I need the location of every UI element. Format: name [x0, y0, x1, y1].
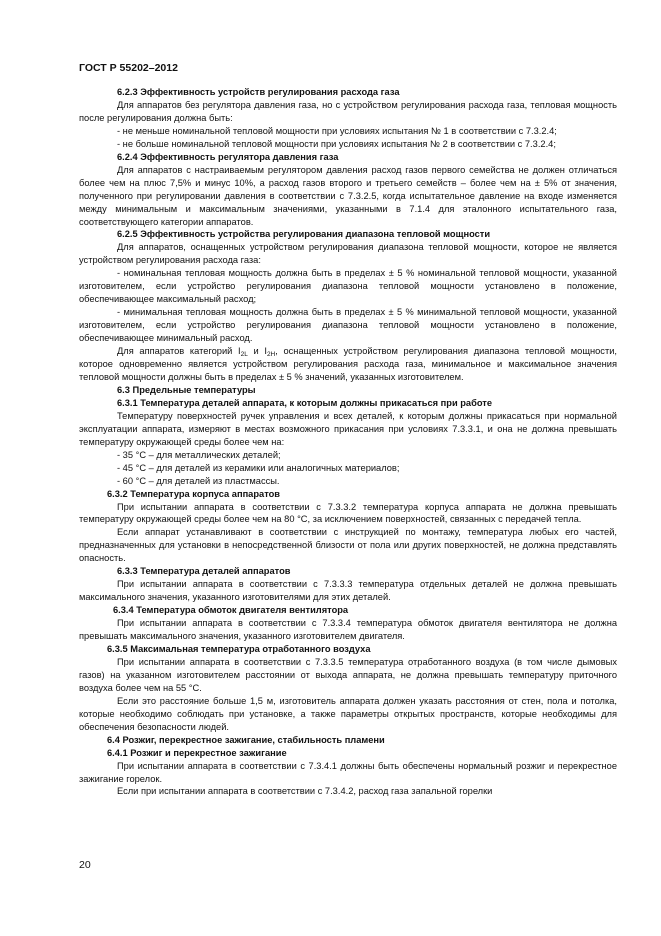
section-heading: 6.4 Розжиг, перекрестное зажигание, стабильность пламени: [107, 734, 385, 745]
paragraph: Если это расстояние больше 1,5 м, изготовитель аппарата должен указать расстояния от стен, пола и потолка, которые необходимо соблюдать при установке, а также параметры открытых пространств, которые необходимы для обеспечения безопасности людей.: [79, 695, 617, 732]
paragraph: При испытании аппарата в соответствии с 7.3.3.2 температура корпуса аппарата не должна превышать температуру окружающей среды более чем на 80 °С, за исключением поверхностей, связанных с передачей тепла.: [79, 501, 617, 525]
category-subscript: 2L: [240, 351, 248, 359]
paragraph: При испытании аппарата в соответствии с 7.3.4.1 должны быть обеспечены нормальный розжиг и перекрестное зажигание горелок.: [79, 760, 617, 784]
section-heading: 6.4.1 Розжиг и перекрестное зажигание: [107, 747, 287, 758]
section-heading: 6.3.1 Температура деталей аппарата, к которым должны прикасаться при работе: [117, 397, 493, 408]
paragraph: При испытании аппарата в соответствии с 7.3.3.4 температура обмоток двигателя вентилятора не должна превышать максимального значения, указанного изготовителем двигателя.: [79, 618, 617, 642]
list-item: - номинальная тепловая мощность должна быть в пределах ± 5 % номинальной тепловой мощности, указанной изготовителем, если устройство регулирования диапазона тепловой мощности установлено в положение, обеспечивающее максимальный расход;: [79, 268, 617, 305]
paragraph: [79, 345, 617, 384]
list-item: - 35 °С – для металлических деталей;: [117, 449, 281, 460]
section-heading: 6.2.5 Эффективность устройства регулирования диапазона тепловой мощности: [117, 229, 491, 240]
list-item: - минимальная тепловая мощность должна быть в пределах ± 5 % минимальной тепловой мощности, указанной изготовителем, если устройство регулирования диапазона тепловой мощности установлено в положение, обеспечивающее минимальный расход.: [79, 307, 617, 344]
document-body: [79, 86, 617, 798]
page-number: 20: [79, 859, 91, 871]
section-heading: 6.3.2 Температура корпуса аппаратов: [107, 488, 281, 499]
paragraph: Температуру поверхностей ручек управления и всех деталей, к которым должны прикасаться при нормальной эксплуатации аппарата, измеряют в местах возможного прикасания при условиях 7.3.3.1, и она не должна превышать температуру окружающей среды более чем на:: [79, 410, 617, 447]
list-item: - не больше номинальной тепловой мощности при условиях испытания № 2 в соответствии с 7.3.2.4;: [117, 138, 556, 149]
list-item: - не меньше номинальной тепловой мощности при условиях испытания № 1 в соответствии с 7.3.2.4;: [117, 125, 557, 136]
section-heading: 6.2.3 Эффективность устройств регулирования расхода газа: [117, 87, 400, 97]
paragraph: Для аппаратов с настраиваемым регулятором давления расход газов первого семейства не должен отличаться более чем на плюс 7,5% и минус 10%, а расход газов второго и третьего семейств – более чем на ± 5% от значения, полученного при регулировании давления в соответствии с 7.3.2.5, когда испытательное давление на входе изменяется между минимальным и максимальным значениями, указанными в 7.1.4 для эталонного испытательного газа, соответствующего категории аппаратов.: [79, 164, 617, 227]
section-heading: 6.3.4 Температура обмоток двигателя вентилятора: [113, 605, 349, 616]
paragraph-text: Для аппаратов категорий I: [117, 346, 241, 357]
paragraph: При испытании аппарата в соответствии с 7.3.3.5 температура отработанного воздуха (в том числе дымовых газов) на указанном изготовителем расстоянии от выхода аппарата, не должна превышать температуру приточного воздуха более чем на 55 °С.: [79, 656, 617, 693]
paragraph: Если аппарат устанавливают в соответствии с инструкцией по монтажу, температура любых его частей, предназначенных для установки в непосредственной близости от пола или других поверхностей, не должна представлять опасность.: [79, 527, 617, 564]
paragraph: Если при испытании аппарата в соответствии с 7.3.4.2, расход газа запальной горелки: [117, 786, 493, 797]
section-heading: 6.3.3 Температура деталей аппаратов: [117, 566, 291, 577]
document-standard-id: ГОСТ Р 55202–2012: [79, 62, 178, 74]
list-item: - 45 °С – для деталей из керамики или аналогичных материалов;: [117, 462, 400, 473]
paragraph: При испытании аппарата в соответствии с 7.3.3.3 температура отдельных деталей не должна превышать максимального значения, указанного изготовителями для этих деталей.: [79, 579, 617, 603]
section-heading: 6.2.4 Эффективность регулятора давления газа: [117, 151, 339, 162]
section-heading: 6.3.5 Максимальная температура отработанного воздуха: [107, 643, 371, 654]
section-heading: 6.3 Предельные температуры: [117, 384, 256, 395]
paragraph-text: , оснащенных устройством регулирования диапазона тепловой мощности, которое одновременно является устройством регулирования расхода газа, минимальное и максимальное значения тепловой мощности должны быть в пределах ± 5 % значений, указанных изготовителем.: [79, 346, 617, 382]
paragraph: Для аппаратов, оснащенных устройством регулирования диапазона тепловой мощности, которое не является устройством регулирования расхода газа:: [79, 242, 617, 266]
paragraph: Для аппаратов без регулятора давления газа, но с устройством регулирования расхода газа, тепловая мощность после регулирования должна быть:: [79, 99, 617, 123]
list-item: - 60 °С – для деталей из пластмассы.: [117, 475, 280, 486]
category-subscript: 2H: [266, 351, 276, 359]
paragraph-text: и I: [247, 346, 267, 357]
